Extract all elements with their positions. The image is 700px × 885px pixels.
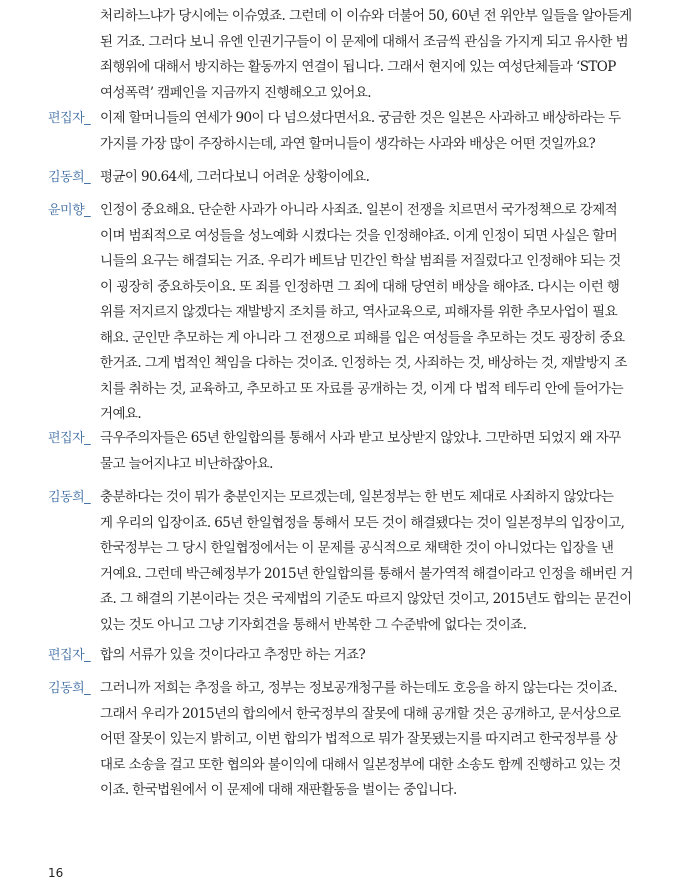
- speaker-label: 편집자_: [48, 431, 91, 446]
- dialogue-text: [100, 198, 640, 428]
- dialogue-text: [100, 4, 640, 106]
- text-line: 죠. 그 해결의 기본이라는 것은 국제법의 기준도 따르지 않았던 것이고, 2015년도 합의는 문건이: [100, 591, 632, 607]
- dialogue-block-continued: [0, 4, 700, 106]
- text-line: 게 우리의 입장이죠. 65년 한일협정을 통해서 모든 것이 해결됐다는 것이 일본정부의 입장이고,: [100, 514, 625, 531]
- speaker-label: 윤미향_: [48, 203, 91, 218]
- text-line: 거예요.: [100, 406, 142, 422]
- text-line: 한국정부는 그 당시 한일협정에서는 이 문제를 공식적으로 채택한 것이 아니었다는 입장을 낸: [100, 540, 614, 556]
- dialogue-block-kim-1: [0, 165, 700, 191]
- text-line: 그래서 우리가 2015년의 합의에서 한국정부의 잘못에 대해 공개할 것은 공개하고, 문서상으로: [100, 705, 621, 722]
- dialogue-text: [100, 106, 640, 157]
- text-line: 평균이 90.64세, 그러다보니 어려운 상황이에요.: [100, 169, 370, 185]
- text-line: 해요. 군인만 추모하는 게 아니라 그 전쟁으로 피해를 입은 여성들을 추모하는 것도 굉장히 중요: [100, 329, 625, 346]
- text-line: 이죠. 한국법원에서 이 문제에 대해 재판활동을 벌이는 중입니다.: [100, 782, 457, 798]
- dialogue-text: [100, 426, 640, 477]
- text-line: 대로 소송을 걸고 또한 협의와 불이익에 대해서 일본정부에 대한 소송도 함께 진행하고 있는 것: [100, 756, 621, 773]
- dialogue-block-kim-2: [0, 485, 700, 638]
- dialogue-text: [100, 485, 640, 638]
- text-line: 인정이 중요해요. 단순한 사과가 아니라 사죄죠. 일본이 전쟁을 치르면서 국가정책으로 강제적: [100, 202, 618, 218]
- page-number: 16: [48, 866, 64, 880]
- text-line: 이 굉장히 중요하듯이요. 또 죄를 인정하면 그 죄에 대해 당연히 배상을 해야죠. 다시는 이런 행: [100, 278, 620, 295]
- text-line: 그러니까 저희는 추정을 하고, 정부는 정보공개청구를 하는데도 호응을 하지 않는다는 것이죠.: [100, 680, 618, 696]
- speaker-label: 김동희_: [48, 170, 91, 185]
- dialogue-block-editor-3: [0, 643, 700, 669]
- speaker-label: 김동희_: [48, 681, 91, 696]
- text-line: 처리하느냐가 당시에는 이슈였죠. 그런데 이 이슈와 더불어 50, 60년 전 위안부 일들을 알아듣게: [100, 8, 632, 24]
- text-line: 이제 할머니들의 연세가 90이 다 넘으셨다면서요. 궁금한 것은 일본은 사과하고 배상하라는 두: [100, 110, 621, 126]
- text-line: 치를 취하는 것, 교육하고, 추모하고 또 자료를 공개하는 것, 이게 다 법적 테두리 안에 들어가는: [100, 380, 624, 397]
- speaker-label: 편집자_: [48, 111, 91, 126]
- text-line: 충분하다는 것이 뭐가 충분인지는 모르겠는데, 일본정부는 한 번도 제대로 사죄하지 않았다는: [100, 489, 614, 505]
- text-line: 위를 저지르지 않겠다는 재발방지 조치를 하고, 역사교육으로, 피해자를 위한 추모사업이 필요: [100, 304, 618, 320]
- text-line: 니들의 요구는 해결되는 거죠. 우리가 베트남 민간인 학살 범죄를 저질렀다고 인정해야 되는 것: [100, 253, 621, 269]
- text-line: 극우주의자들은 65년 한일합의를 통해서 사과 받고 보상받지 않았냐. 그만하면 되었지 왜 자꾸: [100, 430, 621, 446]
- text-line: 있는 것도 아니고 그냥 기자회견을 통해서 반복한 그 수준밖에 없다는 것이죠.: [100, 616, 527, 633]
- speaker-label: 김동희_: [48, 490, 91, 505]
- dialogue-text: [100, 676, 640, 804]
- speaker-label: 편집자_: [48, 648, 91, 663]
- text-line: 한거죠. 그게 법적인 책임을 다하는 것이죠. 인정하는 것, 사죄하는 것, 배상하는 것, 재발방지 조: [100, 355, 627, 371]
- text-line: 합의 서류가 있을 것이다라고 추정만 하는 거죠?: [100, 647, 366, 663]
- dialogue-text: [100, 165, 640, 191]
- text-line: 죄행위에 대해서 방지하는 활동까지 연결이 됩니다. 그래서 현지에 있는 여성단체들과 ‘STOP: [100, 59, 616, 75]
- text-line: 이며 범죄적으로 여성들을 성노예화 시켰다는 것을 인정해야죠. 이게 인정이 되면 사실은 할머: [100, 227, 618, 244]
- text-line: 거예요. 그런데 박근혜정부가 2015년 한일합의를 통해서 불가역적 해결이라고 인정을 해버린 거: [100, 565, 633, 582]
- text-line: 물고 늘어지냐고 비난하잖아요.: [100, 455, 273, 472]
- dialogue-block-yoon: [0, 198, 700, 428]
- text-line: 어떤 잘못이 있는지 밝히고, 이번 합의가 법적으로 뭐가 잘못됐는지를 따지려고 한국정부를 상: [100, 731, 618, 747]
- text-line: 여성폭력’ 캠페인을 지금까지 진행해오고 있어요.: [100, 84, 371, 101]
- dialogue-text: [100, 643, 640, 669]
- dialogue-block-editor-2: [0, 426, 700, 477]
- text-line: 가지를 가장 많이 주장하시는데, 과연 할머니들이 생각하는 사과와 배상은 어떤 것일까요?: [100, 135, 596, 152]
- dialogue-block-kim-3: [0, 676, 700, 804]
- dialogue-block-editor-1: [0, 106, 700, 157]
- text-line: 된 거죠. 그러다 보니 유엔 인권기구들이 이 문제에 대해서 조금씩 관심을 가지게 되고 유사한 범: [100, 33, 629, 50]
